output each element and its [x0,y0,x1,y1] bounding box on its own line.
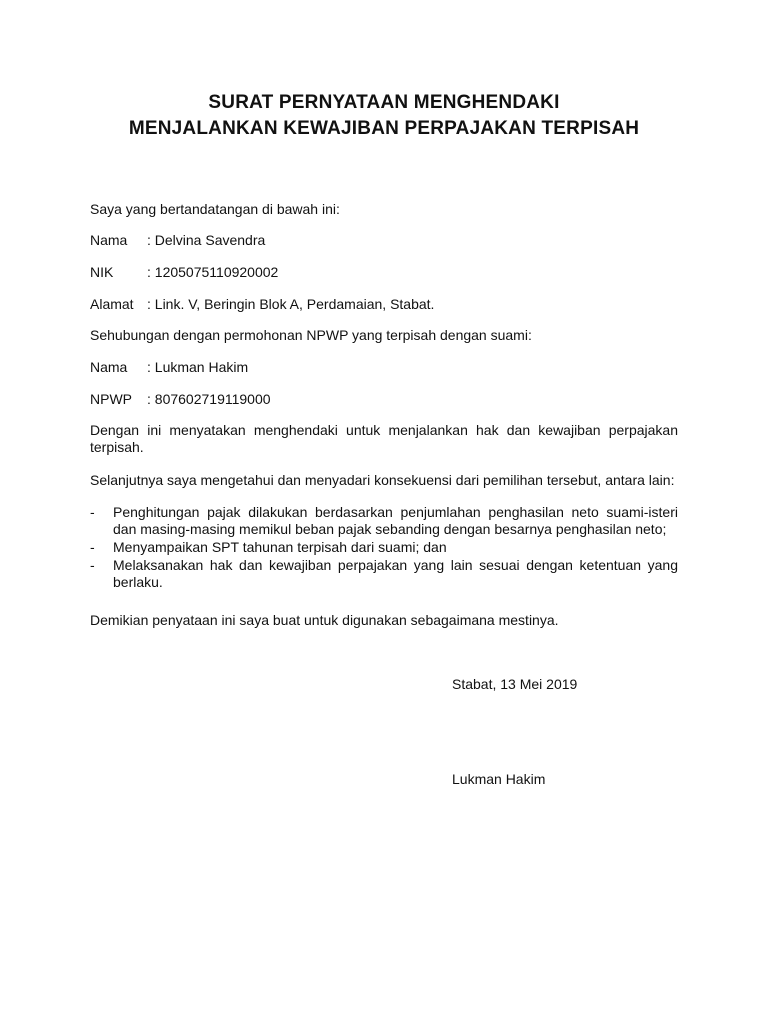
declarant-nik-label: NIK [90,264,114,280]
declarant-address-label: Alamat [90,296,134,312]
spouse-name-value: : Lukman Hakim [147,359,249,375]
declarant-name-value: : Delvina Savendra [147,232,266,248]
list-item-text: Penghitungan pajak dilakukan berdasarkan penjumlahan penghasilan neto suami-isteri dan masing-masing memikul beban pajak sebanding dengan besarnya penghasilan neto; [113,504,678,537]
relation-paragraph: Sehubungan dengan permohonan NPWP yang terpisah dengan suami: [90,327,532,343]
declarant-name-row [90,232,678,249]
place-date: Stabat, 13 Mei 2019 [452,676,578,692]
list-dash: - [90,539,95,555]
list-item-text: Menyampaikan SPT tahunan terpisah dari suami; dan [113,539,447,555]
list-dash: - [90,504,95,520]
title-line-2: MENJALANKAN KEWAJIBAN PERPAJAKAN TERPISAH [128,118,640,139]
statement-paragraph: Dengan ini menyatakan menghendaki untuk menjalankan hak dan kewajiban perpajakan terpisah. [90,422,678,455]
list-item-text: Melaksanakan hak dan kewajiban perpajakan yang lain sesuai dengan ketentuan yang berlaku. [113,557,678,590]
consequence-list [90,504,678,591]
declarant-address-value: : Link. V, Beringin Blok A, Perdamaian, Stabat. [147,296,435,312]
spouse-name-label: Nama [90,359,128,375]
spouse-npwp-label: NPWP [90,391,132,407]
list-item [90,504,678,538]
list-item [90,557,678,591]
list-dash: - [90,557,95,573]
declarant-nik-value: : 1205075110920002 [147,264,279,280]
declarant-name-label: Nama [90,232,128,248]
signatory-name: Lukman Hakim [452,771,546,787]
title-line-1: SURAT PERNYATAAN MENGHENDAKI [208,92,560,113]
list-item [90,539,678,556]
document-title [0,90,768,142]
closing-paragraph: Demikian penyataan ini saya buat untuk digunakan sebagaimana mestinya. [90,612,559,628]
consequence-intro-paragraph: Selanjutnya saya mengetahui dan menyadari konsekuensi dari pemilihan tersebut, antara lain: [90,472,675,488]
declarant-nik-row [90,264,678,281]
spouse-npwp-row [90,391,678,408]
intro-paragraph: Saya yang bertandatangan di bawah ini: [90,201,340,217]
spouse-npwp-value: : 807602719119000 [147,391,271,407]
spouse-name-row [90,359,678,376]
declarant-address-row [90,296,678,313]
